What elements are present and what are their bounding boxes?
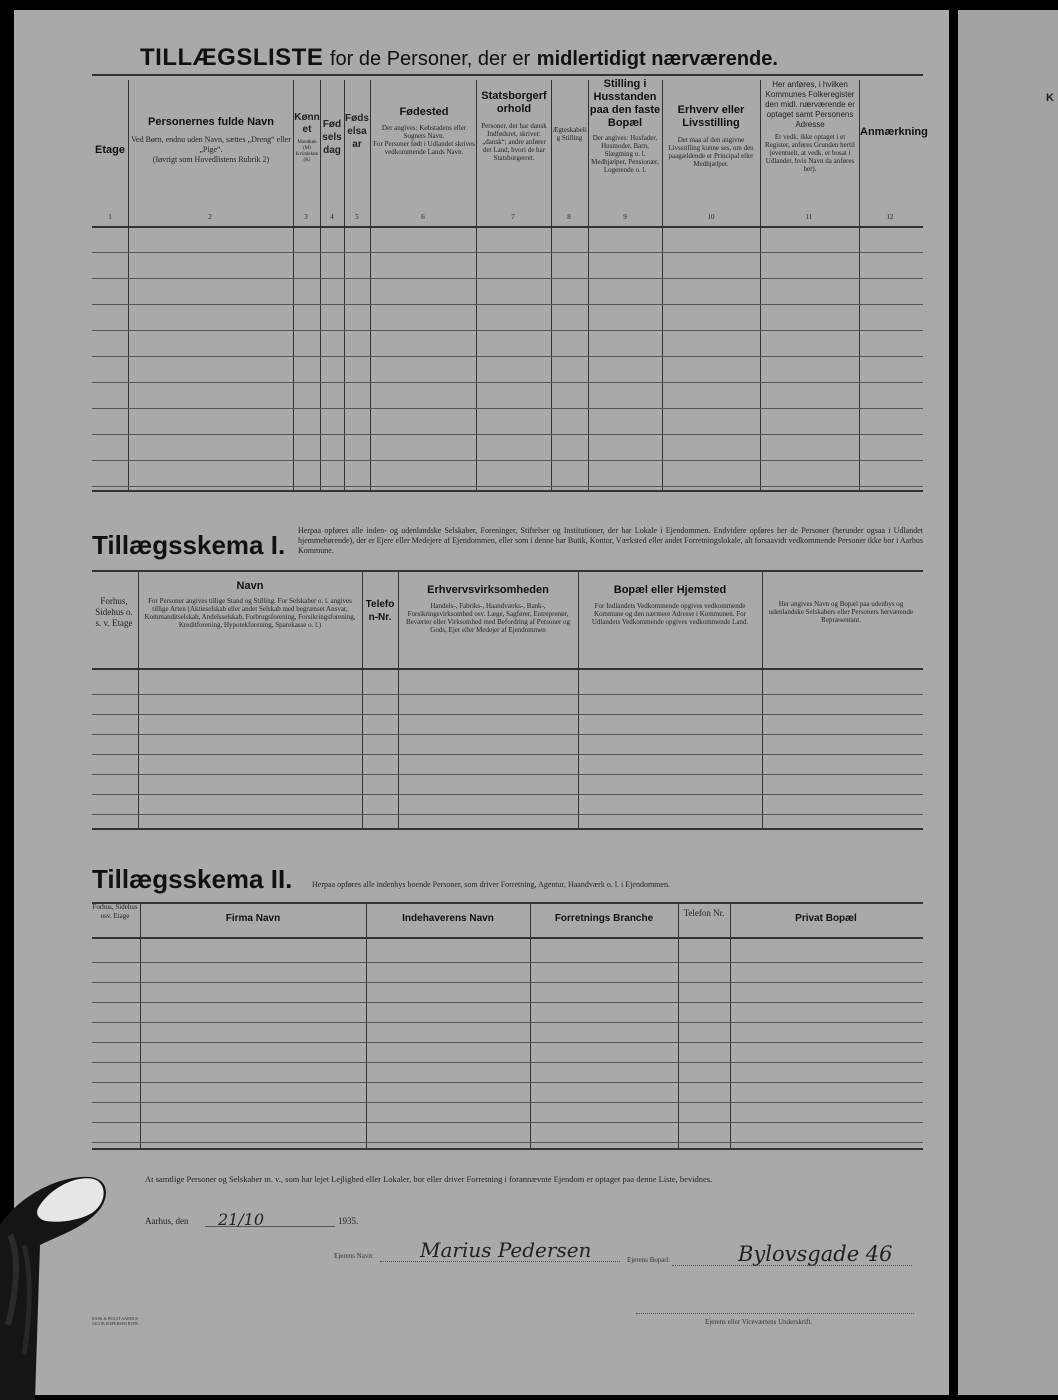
list-title [140, 44, 778, 72]
skema1-column-divider [362, 572, 363, 828]
list-row-line [92, 252, 923, 253]
list-column-divider [476, 80, 477, 490]
printer-mark: RASK & HOLST AARHUS JACOB JESPERSEN BTPR. [92, 1316, 139, 1326]
col-occupation-header: Erhverv eller Livsstilling Det maa af den angivne Livsstilling kunne ses, om den paagældende er Principal eller Medhjælper. [668, 104, 754, 168]
thumb-holding-page [0, 1165, 110, 1400]
declaration: At samtlige Personer og Selskaber m. v., som har lejet Lejlighed eller Lokaler, bor eller driver Forretning i forannævnte Ejendom er optaget paa denne Liste, bevidnes. [145, 1174, 713, 1184]
signature-label: Ejerens eller Viceværtens Underskrift. [705, 1318, 813, 1326]
list-row-line [92, 408, 923, 409]
skema2-row-line [92, 1042, 923, 1043]
column-number: 9 [623, 213, 627, 221]
list-bottom-rule [92, 490, 923, 492]
column-number: 11 [805, 213, 813, 221]
col-marital-header: Ægteskabelig Stilling [552, 126, 587, 142]
s2-col-branch: Forretnings Branche [554, 913, 654, 924]
skema2-title: Tillægsskema II. [92, 864, 293, 894]
list-row-line [92, 304, 923, 305]
list-row-line [92, 356, 923, 357]
signature-line [636, 1313, 914, 1314]
list-row-line [92, 330, 923, 331]
owner-name-label: Ejerens Navn: [334, 1252, 374, 1260]
list-column-divider [370, 80, 371, 490]
col-register-header: Her anføres, i hvilken Kommunes Folkeregister den midl. nærværende er optaget samt Personens Adresse Er vedk. ikke optaget i et Register, anføres Grunden hertil (eventuelt, at vedk. er bosat i Udlandet, hvis Navn da anføres her). [765, 80, 855, 173]
next-page-letter: K [1046, 92, 1054, 104]
col-etage-header: Etage [95, 144, 125, 156]
column-number: 6 [421, 213, 425, 221]
list-row-line [92, 486, 923, 487]
skema2-row-line [92, 1142, 923, 1143]
s2-col-owner: Indehaverens Navn [402, 913, 494, 924]
skema1-row-line [92, 754, 923, 755]
column-number: 12 [886, 213, 894, 221]
list-row-line [92, 382, 923, 383]
s1-col-representative: Her angives Navn og Bopæl paa udenbys og udenlandske Selskabers eller Personers herværende Repræsentant. [768, 600, 914, 624]
skema2-column-divider [140, 904, 141, 1148]
skema1-title: Tillægsskema I. [92, 530, 286, 560]
col-name-header: Personernes fulde Navn Ved Børn, endnu uden Navn, sættes „Dreng“ eller „Pige“. (Iøvrigt som Hovedlistens Rubrik 2) [131, 116, 291, 164]
column-number: 7 [511, 213, 515, 221]
skema1-header-rule [92, 668, 923, 670]
skema2-intro: Herpaa opføres alle indenbys boende Personer, som driver Forretning, Agentur, Haandværk o. l. i Ejendommen. [312, 880, 670, 889]
skema1-column-divider [578, 572, 579, 828]
skema2-row-line [92, 982, 923, 983]
list-top-rule [92, 74, 923, 76]
s1-col-floor: Forhus, Sidehus o. s. v. Etage [95, 596, 133, 628]
list-title-normal: for de Personer, der er [330, 48, 531, 70]
column-number: 10 [707, 213, 715, 221]
skema2-row-line [92, 1002, 923, 1003]
column-number: 3 [304, 213, 308, 221]
city-label: Aarhus, den [145, 1216, 189, 1226]
list-row-line [92, 460, 923, 461]
column-number: 4 [330, 213, 334, 221]
year: 1935. [338, 1216, 359, 1226]
column-number: 2 [208, 213, 212, 221]
s1-col-name: Navn For Personer angives tillige Stand og Stilling. For Selskaber o. l. angives tillige Arten (Aktieselskab eller andet Selskab med begrænset Ansvar, Kommanditselskab, Andelsselskab, Forbrugsforening, Forsikringsforening, Kreditforening, Hypotekforening, Sparekasse o. l.) [144, 580, 356, 629]
owner-address-signature: Bylovsgade 46 [738, 1242, 893, 1266]
skema1-row-line [92, 734, 923, 735]
col-citizenship-header: Statsborgerforhold Personer, der har dansk Indfødsret, skriver: „dansk“; andre anfører det Land, hvori de har Statsborgerret. [481, 90, 547, 162]
skema1-row-line [92, 794, 923, 795]
skema2-column-divider [530, 904, 531, 1148]
s1-col-business: Erhvervsvirksomheden Handels-, Fabriks-, Haandværks-, Bank-, Forsikringsvirksomhed osv. Læge, Sagfører, Entreprenør, Beværter eller Virksomhed med Befordring af Personer og Gods, Ejer eller Medejer af Ejendommen [405, 584, 571, 634]
list-row-line [92, 434, 923, 435]
skema2-column-divider [730, 904, 731, 1148]
list-column-divider [128, 80, 129, 490]
skema1-bottom-rule [92, 828, 923, 830]
skema1-row-line [92, 774, 923, 775]
skema2-column-divider [678, 904, 679, 1148]
s1-col-residence: Bopæl eller Hjemsted For Indlandets Vedkommende opgives vedkommende Kommune og den nærmere Adresse i Kommunen. For Udlandets Vedkommende opgives vedkommende Land. [591, 584, 749, 626]
date-handwritten: 21/10 [218, 1210, 265, 1229]
skema1-row-line [92, 814, 923, 815]
col-sex-header: Kønnet Mandkøn (M) Kvindekøn (K) [294, 112, 320, 163]
s1-col-phone: Telefon-Nr. [365, 599, 395, 623]
skema1-row-line [92, 714, 923, 715]
skema2-column-divider [366, 904, 367, 1148]
s2-col-floor: Forhus, Sidehus osv. Etage [92, 903, 138, 920]
next-page-edge [958, 10, 1058, 1395]
col-remarks-header: Anmærkning [860, 126, 928, 138]
skema2-top-rule [92, 902, 923, 904]
skema1-intro: Herpaa opføres alle inden- og udenlandske Selskaber, Foreninger, Stiftelser og Institutioner, der har Lokale i Ejendommen. Endvidere opføres her de Personer (herunder ogsaa i Udlandet hjemmehørende), der er Ejere eller Medejere af Ejendommen, eller som i denne har Butik, Kontor, Værksted eller andet Forretningslokale, alt forsaavidt vedkommende Personer ikke bor i Aarhus Kommune. [298, 526, 923, 555]
skema2-row-line [92, 1062, 923, 1063]
skema2-row-line [92, 1122, 923, 1123]
column-number: 1 [108, 213, 112, 221]
list-column-divider [760, 80, 761, 490]
skema1-top-rule [92, 570, 923, 572]
list-header-rule [92, 226, 923, 228]
col-birthyear-header: Fødselsaar [345, 113, 369, 150]
list-column-divider [662, 80, 663, 490]
skema1-row-line [92, 694, 923, 695]
col-birthplace-header: Fødested Der angives: Købstadens eller Sognets Navn. For Personer født i Udlandet skrives vedkommende Lands Navn. [373, 106, 475, 156]
skema2-row-line [92, 1022, 923, 1023]
s2-col-phone: Telefon Nr. [683, 908, 725, 918]
col-household-header: Stilling i Husstanden paa den faste Bopæl Der angives: Husfader, Husmoder, Barn, Slægtning o. l. Medhjælper, Pensionær, Logerende o. l. [589, 78, 661, 174]
s2-col-firm: Firma Navn [225, 913, 281, 924]
list-column-divider [859, 80, 860, 490]
list-title-bold2: midlertidigt nærværende. [536, 48, 778, 70]
column-number: 8 [567, 213, 571, 221]
skema2-row-line [92, 1082, 923, 1083]
skema1-column-divider [762, 572, 763, 828]
skema2-header-rule [92, 937, 923, 939]
col-birthday-header: Fødselsdag [322, 119, 342, 156]
skema2-bottom-rule [92, 1148, 923, 1150]
list-title-bold: TILLÆGSLISTE [140, 44, 324, 71]
owner-address-label: Ejerens Bopæl: [627, 1256, 670, 1264]
s2-col-address: Privat Bopæl [795, 913, 857, 924]
skema2-row-line [92, 1102, 923, 1103]
skema2-row-line [92, 962, 923, 963]
list-row-line [92, 278, 923, 279]
column-number: 5 [355, 213, 359, 221]
skema1-column-divider [398, 572, 399, 828]
owner-name-signature: Marius Pedersen [420, 1238, 592, 1262]
skema1-column-divider [138, 572, 139, 828]
